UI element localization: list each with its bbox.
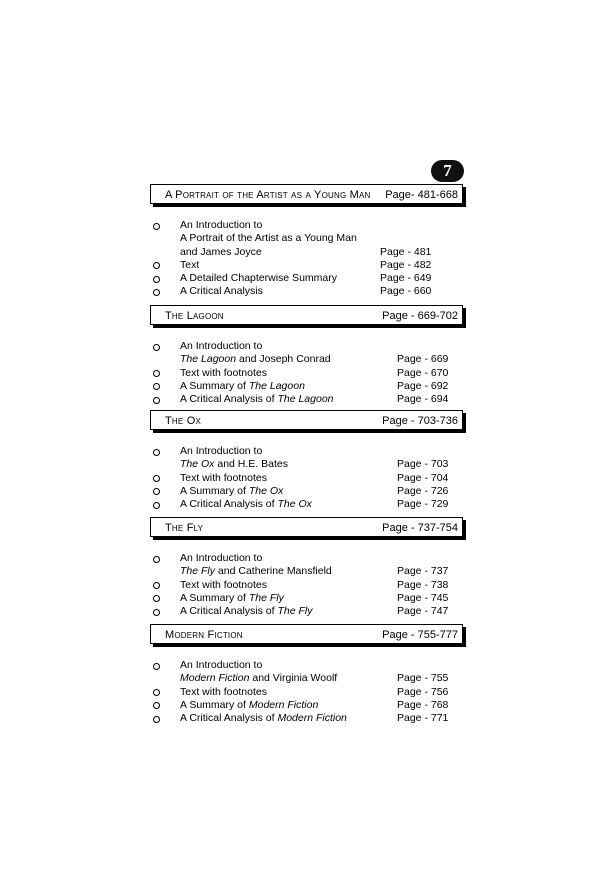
section-page-range: Page - 703-736: [382, 415, 458, 427]
circle-bullet-icon: [153, 397, 160, 404]
list-item: [150, 498, 463, 511]
section-title: The Fly: [165, 522, 204, 534]
circle-bullet-icon: [153, 556, 160, 563]
list-item: [150, 712, 463, 725]
item-page-number: Page - 729: [397, 498, 449, 511]
item-page-number: Page - 692: [397, 379, 449, 392]
item-text-plain: An Introduction to: [180, 340, 263, 352]
list-item: [150, 458, 463, 471]
item-page-number: Page - 482: [380, 258, 432, 271]
section-header: [150, 624, 463, 644]
item-text: [180, 380, 305, 393]
section-items: [150, 219, 463, 299]
section-header: [150, 410, 463, 430]
page-number-badge: 7: [431, 160, 464, 182]
item-page-number: Page - 703: [397, 458, 449, 471]
item-page-number: Page - 669: [397, 353, 449, 366]
item-text: [180, 353, 331, 366]
item-text-plain: A Summary of: [180, 379, 249, 392]
item-text-plain: Text with footnotes: [180, 685, 267, 698]
item-text-title: Modern Fiction: [248, 698, 319, 711]
item-text-plain: A Critical Analysis of: [180, 498, 278, 511]
item-page-number: Page - 481: [380, 245, 432, 258]
item-text: [180, 605, 312, 618]
circle-bullet-icon: [153, 223, 160, 230]
item-text: [180, 699, 318, 712]
item-text-plain: A Summary of: [180, 698, 249, 711]
item-text: [180, 285, 263, 298]
item-text-plain: An Introduction to: [180, 659, 263, 671]
section-title: Modern Fiction: [165, 629, 243, 641]
circle-bullet-icon: [153, 262, 160, 269]
item-text: [180, 393, 334, 406]
section-page-range: Page - 669-702: [382, 310, 458, 322]
item-text-plain: A Summary of: [180, 484, 249, 497]
item-text-plain-after: and Joseph Conrad: [236, 353, 331, 366]
list-item: [150, 353, 463, 366]
section-header: [150, 184, 463, 204]
item-text-plain: A Critical Analysis of: [180, 712, 278, 725]
item-text-plain: Text with footnotes: [180, 366, 267, 379]
list-item: [150, 565, 463, 578]
item-text: [180, 340, 262, 353]
item-text-plain: and James Joyce: [180, 245, 262, 258]
section-title: A Portrait of the Artist as a Young Man: [165, 189, 371, 201]
section-items: [150, 659, 463, 725]
item-text: [180, 272, 337, 285]
item-text-plain: A Summary of: [180, 591, 249, 604]
item-text: [180, 485, 283, 498]
list-item: [150, 659, 463, 672]
circle-bullet-icon: [153, 716, 160, 723]
item-text-title: The Fly: [180, 565, 216, 578]
circle-bullet-icon: [153, 582, 160, 589]
item-text-title: The Ox: [180, 458, 215, 471]
item-page-number: Page - 747: [397, 605, 449, 618]
item-text: [180, 498, 312, 511]
item-text-title: Modern Fiction: [180, 672, 250, 685]
circle-bullet-icon: [153, 449, 160, 456]
list-item: [150, 393, 463, 406]
item-text: [180, 712, 347, 725]
circle-bullet-icon: [153, 663, 160, 670]
item-page-number: Page - 649: [380, 272, 432, 285]
list-item: [150, 285, 463, 298]
item-text-plain-after: and Virginia Woolf: [249, 672, 338, 685]
item-page-number: Page - 768: [397, 698, 449, 711]
item-text: [180, 592, 284, 605]
circle-bullet-icon: [153, 289, 160, 296]
item-text: [180, 445, 262, 458]
circle-bullet-icon: [153, 276, 160, 283]
toc-section: [150, 624, 463, 725]
section-page-range: Page - 755-777: [382, 629, 458, 641]
item-text-plain: An Introduction to: [180, 552, 263, 564]
item-text-title: Modern Fiction: [277, 712, 347, 725]
item-text-title: The Ox: [277, 498, 312, 511]
circle-bullet-icon: [153, 702, 160, 709]
list-item: [150, 605, 463, 618]
item-page-number: Page - 694: [397, 393, 449, 406]
section-items: [150, 445, 463, 511]
list-item: [150, 552, 463, 565]
item-text-title: The Lagoon: [277, 393, 334, 406]
list-item: [150, 340, 463, 353]
circle-bullet-icon: [153, 344, 160, 351]
item-text: [180, 458, 288, 471]
list-item: [150, 592, 463, 605]
section-header: [150, 305, 463, 325]
item-text: [180, 659, 262, 672]
section-title: The Ox: [165, 415, 201, 427]
item-text: [180, 232, 357, 245]
circle-bullet-icon: [153, 475, 160, 482]
item-text: [180, 367, 267, 380]
list-item: [150, 699, 463, 712]
list-item: [150, 472, 463, 485]
list-item: [150, 272, 463, 285]
item-page-number: Page - 771: [397, 712, 449, 725]
list-item: [150, 219, 463, 232]
item-page-number: Page - 726: [397, 484, 449, 497]
item-page-number: Page - 670: [397, 366, 449, 379]
item-text-title: The Lagoon: [248, 379, 305, 392]
list-item: [150, 579, 463, 592]
list-item: [150, 485, 463, 498]
item-page-number: Page - 660: [380, 285, 432, 298]
item-page-number: Page - 745: [397, 591, 449, 604]
list-item: [150, 246, 463, 259]
item-text: [180, 579, 267, 592]
toc-section: [150, 410, 463, 511]
list-item: [150, 232, 463, 245]
item-text: [180, 219, 262, 232]
item-text-plain: Text: [180, 258, 200, 271]
item-text-plain: A Critical Analysis of: [180, 393, 278, 406]
item-text: [180, 686, 267, 699]
section-page-range: Page - 737-754: [382, 522, 458, 534]
list-item: [150, 367, 463, 380]
section-header: [150, 517, 463, 537]
toc-section: [150, 184, 463, 299]
list-item: [150, 672, 463, 685]
item-text-plain-after: and H.E. Bates: [214, 458, 288, 471]
item-text-plain-after: and Catherine Mansfield: [215, 565, 332, 578]
circle-bullet-icon: [153, 689, 160, 696]
item-page-number: Page - 738: [397, 578, 449, 591]
item-text-title: The Ox: [248, 484, 284, 497]
item-page-number: Page - 755: [397, 672, 449, 685]
item-page-number: Page - 756: [397, 685, 449, 698]
item-text: [180, 552, 262, 565]
item-text: [180, 246, 262, 259]
section-items: [150, 340, 463, 406]
item-text-title: The Fly: [248, 591, 284, 604]
item-page-number: Page - 737: [397, 565, 449, 578]
circle-bullet-icon: [153, 609, 160, 616]
circle-bullet-icon: [153, 383, 160, 390]
item-text-plain: A Detailed Chapterwise Summary: [180, 272, 337, 285]
item-text-plain: Text with footnotes: [180, 578, 267, 591]
item-text: [180, 259, 199, 272]
item-text-plain: A Critical Analysis: [180, 285, 263, 298]
item-text-plain: An Introduction to: [180, 445, 263, 457]
section-items: [150, 552, 463, 618]
item-text-title: The Fly: [277, 605, 313, 618]
circle-bullet-icon: [153, 595, 160, 602]
item-text: [180, 565, 332, 578]
item-text: [180, 472, 267, 485]
section-title: The Lagoon: [165, 310, 224, 322]
item-text-plain: Text with footnotes: [180, 471, 267, 484]
item-text-plain: A Critical Analysis of: [180, 605, 278, 618]
list-item: [150, 380, 463, 393]
list-item: [150, 445, 463, 458]
item-text-plain: An Introduction to: [180, 219, 263, 231]
section-page-range: Page- 481-668: [385, 189, 458, 201]
circle-bullet-icon: [153, 502, 160, 509]
item-text: [180, 672, 337, 685]
list-item: [150, 259, 463, 272]
toc-section: [150, 517, 463, 618]
item-text-plain: A Portrait of the Artist as a Young Man: [180, 232, 357, 245]
item-page-number: Page - 704: [397, 471, 449, 484]
circle-bullet-icon: [153, 488, 160, 495]
item-text-title: The Lagoon: [180, 353, 237, 366]
toc-section: [150, 305, 463, 406]
circle-bullet-icon: [153, 370, 160, 377]
list-item: [150, 686, 463, 699]
